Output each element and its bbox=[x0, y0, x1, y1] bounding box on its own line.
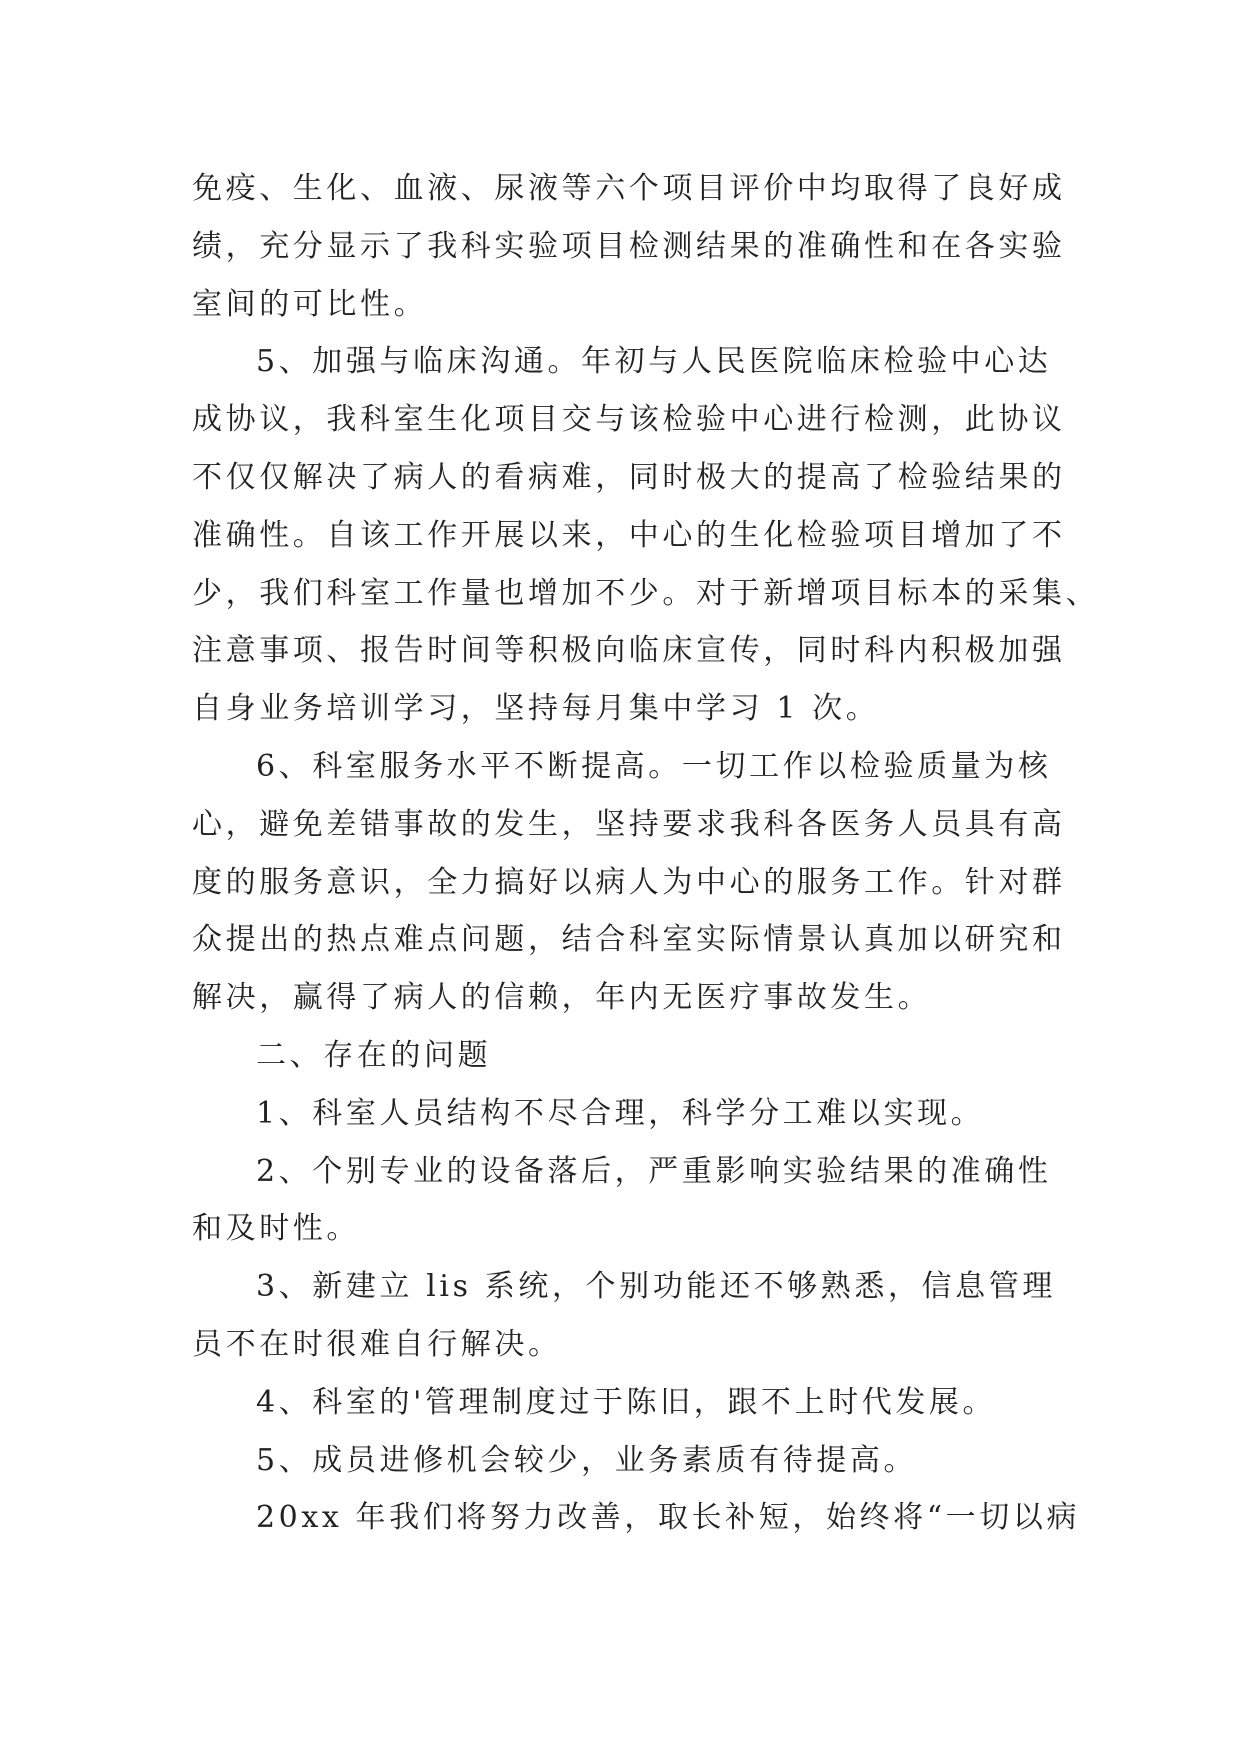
text-line: 成协议，我科室生化项目交与该检验中心进行检测，此协议 bbox=[192, 402, 1066, 438]
text-line: 5、加强与临床沟通。年初与人民医院临床检验中心达 bbox=[256, 344, 1052, 380]
text-line: 自身业务培训学习，坚持每月集中学习 1 次。 bbox=[192, 691, 880, 727]
document-body bbox=[192, 160, 1100, 1547]
text-line: 2、个别专业的设备落后，严重影响实验结果的准确性 bbox=[256, 1153, 1052, 1189]
text-line: 众提出的热点难点问题，结合科室实际情景认真加以研究和 bbox=[192, 922, 1066, 958]
text-line: 员不在时很难自行解决。 bbox=[192, 1326, 562, 1362]
text-line: 二、存在的问题 bbox=[256, 1037, 492, 1073]
text-line: 5、成员进修机会较少，业务素质有待提高。 bbox=[256, 1442, 918, 1478]
text-line: 20xx 年我们将努力改善，取长补短，始终将“一切以病 bbox=[256, 1500, 1081, 1536]
text-line: 注意事项、报告时间等积极向临床宣传，同时科内积极加强 bbox=[192, 633, 1066, 669]
text-line: 准确性。自该工作开展以来，中心的生化检验项目增加了不 bbox=[192, 517, 1066, 553]
text-line: 免疫、生化、血液、尿液等六个项目评价中均取得了良好成 bbox=[192, 171, 1066, 206]
text-line: 3、新建立 lis 系统，个别功能还不够熟悉，信息管理 bbox=[256, 1269, 1056, 1305]
text-line: 和及时性。 bbox=[192, 1211, 360, 1247]
text-line: 心，避免差错事故的发生，坚持要求我科各医务人员具有高 bbox=[192, 806, 1066, 842]
text-line: 不仅仅解决了病人的看病难，同时极大的提高了检验结果的 bbox=[192, 459, 1066, 495]
text-line: 4、科室的'管理制度过于陈旧，跟不上时代发展。 bbox=[256, 1384, 997, 1420]
text-line: 解决，赢得了病人的信赖，年内无医疗事故发生。 bbox=[192, 980, 932, 1016]
text-line: 1、科室人员结构不尽合理，科学分工难以实现。 bbox=[256, 1095, 985, 1131]
text-line: 室间的可比性。 bbox=[192, 286, 428, 322]
text-line: 绩，充分显示了我科实验项目检测结果的准确性和在各实验 bbox=[192, 228, 1066, 264]
text-line: 度的服务意识，全力搞好以病人为中心的服务工作。针对群 bbox=[192, 864, 1066, 900]
text-line: 少，我们科室工作量也增加不少。对于新增项目标本的采集、 bbox=[192, 575, 1100, 611]
text-line: 6、科室服务水平不断提高。一切工作以检验质量为核 bbox=[256, 748, 1052, 784]
